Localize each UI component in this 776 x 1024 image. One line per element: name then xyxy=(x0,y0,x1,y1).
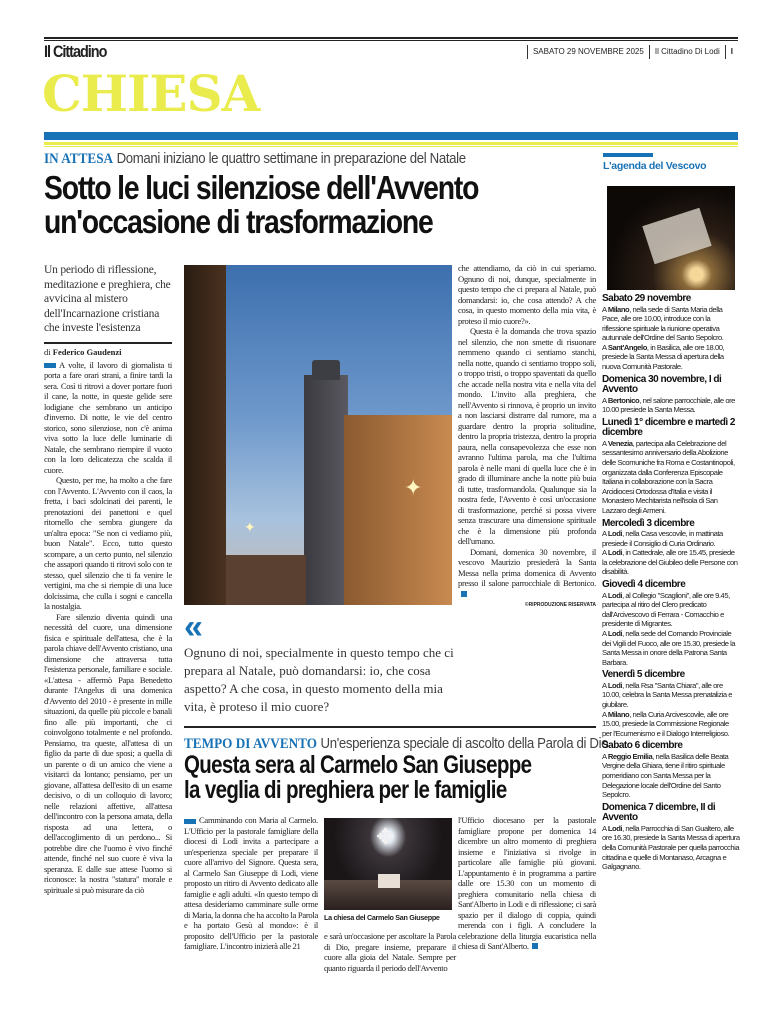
agenda-text: , nella sede del Comando Provinciale dei Vigili del Fuoco, alle ore 15.30, presiede la Santa Messa in onore della Patrona Santa Barbara. xyxy=(602,628,736,667)
paragraph: Fare silenzio diventa quindi una necessità del cuore, una dimensione fisica e spirituale dell'attesa, che è la parola chiave dell'Avvento cristiano, una dimensione che attraversa tutta l'esistenza personale, familiare e sociale. «L'attesa - affermò Papa Benedetto durante l'Angelus di una domenica d'Avvento del 2010 - è presente in mille situazioni, da quelle più piccole e banali fino alle più importanti, che ci coinvolgono totalmente e nel profondo. Pensiamo, tra queste, all'attesa di un figlio da parte di due sposi; a quella di un parente o di un amico che viene a visitarci da lontano; pensiamo, per un giovane, all'attesa dell'esito di un esame decisivo, o di un colloquio di lavoro; nelle relazioni affettive, all'attesa dell'incontro con la persona amata, della risposta ad una lettera, o dell'accoglimento di un perdono... Si potrebbe dire che l'uomo è vivo finché attende, finché nel suo cuore è viva la speranza. E dalle sue attese l'uomo si riconosce: la nostra "statura" morale e spirituale si può misurare da ciò xyxy=(44,611,172,895)
agenda-text: , al Collegio "Scaglioni", alle ore 9.45, partecipa al ritiro del Clero predicato dall'Arcivescovo di Ferrara - Comacchio e presidente di Migrantes. xyxy=(602,590,730,629)
agenda-date: Domenica 30 novembre, I di Avvento xyxy=(602,373,722,396)
agenda-date: Venerdì 5 dicembre xyxy=(602,669,685,681)
agenda-place: Venezia xyxy=(607,438,633,448)
agenda-place: Lodi xyxy=(607,680,623,690)
photo-caption: La chiesa del Carmelo San Giuseppe xyxy=(324,913,440,922)
copyright-notice: ©RIPRODUZIONE RISERVATA xyxy=(524,602,596,608)
agenda-item: A Lodi, nella Casa vescovile, in mattinata presiede il Consiglio di Curia Ordinario. xyxy=(602,529,723,548)
cross-icon: ✥ xyxy=(376,824,395,849)
second-headline-line-2: la veglia di preghiera per le famiglie xyxy=(184,776,507,804)
agenda-text: , partecipa alla Celebrazione del sessantesimo anniversario della Abolizione delle Scomuniche fra Roma e Costantinopoli, organizzata dalla Conferenza Episcopale Italiana in collaborazione con la Sacra Arcidiocesi Ortodossa d'Italia e visita il Monastero Mechitarista nell'isola di San Lazzaro degli Armeni. xyxy=(602,438,735,515)
paragraph-marker xyxy=(184,819,196,824)
second-article-column-2 xyxy=(324,931,456,973)
agenda-place: Lodi xyxy=(607,628,623,638)
agenda-date: Sabato 6 dicembre xyxy=(602,740,683,752)
agenda-date: Domenica 7 dicembre, II di Avvento xyxy=(602,801,716,824)
lead-summary: Un periodo di riflessione, meditazione e preghiera, che avvicina al mistero dell'Incarnazione cristiana che investe l'esistenza xyxy=(44,264,171,334)
byline xyxy=(44,347,174,357)
agenda-tab-bar xyxy=(603,153,653,157)
kicker-label: IN ATTESA xyxy=(44,151,114,167)
agenda-item: A Milano, nella sede di Santa Maria della Pace, alle ore 10.00, introduce con la riflessione spirituale la riunione operativa autunnale dell'Ordine del Santo Sepolcro. xyxy=(602,304,724,343)
paragraph: e sarà un'occasione per ascoltare la Parola di Dio, pregare insieme, preparare il cuore alla gioia del Natale. Sempre per quanto riguarda il periodo dell'Avvento xyxy=(324,931,456,973)
agenda-date: Lunedì 1° dicembre e martedì 2 dicembre xyxy=(602,416,735,439)
byline-prefix: di xyxy=(44,346,51,357)
agenda-place: Bertonico xyxy=(607,395,640,405)
pull-quote-text: Ognuno di noi, specialmente in questo tempo che ci prepara al Natale, può domandarsi: io, che cosa aspetto? A che cosa, in questo momento della mia vita, è proteso il mio cuore? xyxy=(184,645,454,714)
agenda-item: A Lodi, nella sede del Comando Provinciale dei Vigili del Fuoco, alle ore 15.30, presiede la Santa Messa in onore della Patrona Santa Barbara. xyxy=(602,628,736,667)
paragraph-marker xyxy=(44,363,56,368)
section-title: CHIESA xyxy=(42,64,260,123)
second-headline-line-1: Questa sera al Carmelo San Giuseppe xyxy=(184,751,532,779)
agenda-place: Lodi xyxy=(607,823,623,833)
kicker-text: Domani iniziano le quattro settimane in preparazione del Natale xyxy=(116,150,466,167)
agenda-text: , nella Rsa "Santa Chiara", alle ore 10.00, celebra la Santa Messa prenatalizia e giubilare. xyxy=(602,680,733,709)
agenda-item: A Sant'Angelo, in Basilica, alle ore 18.00, presiede la Santa Messa di apertura della nuova Comunità Pastorale. xyxy=(602,342,725,372)
paragraph: Questo, per me, ha molto a che fare con l'Avvento. L'Avvento con il caos, la fretta, i baci sdolcinati dei parenti, le prenotazioni dei panettoni e quel ritornello che sembra giungere da un'altra epoca: "Se non ci vediamo più, buon Natale". Ecco, tutto questo scompare, a un certo punto, nel silenzio che assapori quando ti ritrovi solo con te stesso, quel silenzio che ti fa venire le vertigini, ma che si riempie di una luce dolcissima, che culla i sogni e cancella la nostalgia. xyxy=(44,475,172,611)
dateline xyxy=(527,45,738,59)
page-number: I xyxy=(725,45,738,59)
agenda-item: A Reggio Emilia, nella Basilica delle Beata Vergine della Ghiara, tiene il ritiro spirituale pomeridiano con Santa Messa per la Delegazione locale dell'Ordine del Santo Sepolcro. xyxy=(602,751,729,800)
paragraph: che attendiamo, da ciò in cui speriamo. Ognuno di noi, dunque, specialmente in questo tempo che ci prepara al Natale, può domandarsi: io, che cosa attendo? A che cosa, in questo momento della mia vita, è proteso il mio cuore?». xyxy=(458,263,596,326)
agenda-place: Sant'Angelo xyxy=(607,342,647,352)
agenda-item: A Venezia, partecipa alla Celebrazione del sessantesimo anniversario della Abolizione delle Scomuniche fra Roma e Costantinopoli, organizzata dalla Conferenza Episcopale Italiana in collaborazione con la Sacra Arcidiocesi Ortodossa d'Italia e visita il Monastero Mechitarista nell'isola di San Lazzaro degli Armeni. xyxy=(602,438,735,515)
pull-quote xyxy=(184,608,454,716)
agenda-item: A Lodi, nella Parrocchia di San Gualtero, alle ore 16.30, presiede la Santa Messa di apertura della Comunità Pastorale per quella parrocchia cittadina e quelle di Montanaso, Arcagna e Galgagnano. xyxy=(602,823,740,872)
byline-author: Federico Gaudenzi xyxy=(52,346,122,357)
agenda-item: A Milano, nella Curia Arcivescovile, alle ore 15.00, presiede la Commissione Regionale per l'Ecumenismo e il Dialogo Interreligioso. xyxy=(602,709,730,738)
agenda-text: , nel salone parrocchiale, alle ore 10.00 presiede la Santa Messa. xyxy=(602,395,735,415)
main-headline-line-2: un'occasione di trasformazione xyxy=(44,203,433,240)
main-photo-street-bell-tower xyxy=(184,265,452,605)
second-article-column-3 xyxy=(458,815,596,952)
paragraph: Domani, domenica 30 novembre, il vescovo Maurizio presiederà la Santa Messa nella prima domenica di Avvento presso il salone parrocchiale di Bertonico. xyxy=(458,546,596,588)
agenda-date: Mercoledì 3 dicembre xyxy=(602,517,695,529)
agenda-date: Giovedì 4 dicembre xyxy=(602,579,686,591)
main-kicker xyxy=(44,150,466,168)
main-article-column-1 xyxy=(44,360,172,896)
end-marker xyxy=(532,943,538,949)
section-yellow-bar xyxy=(44,142,738,145)
paragraph: l'Ufficio diocesano per la pastorale famigliare propone per domenica 14 dicembre un altro momento di preghiera insieme e l'iniziativa si rivolge in particolare alle famiglie più giovani. L'appuntamento è in programma a partire dalle ore 15.30 con un momento di preghiera comunitario nella chiesa di Sant'Alberto in Lodi e di riflessione; ci sarà spazio per il dialogo di coppia, quindi merenda con i figli. A concludere la celebrazione della liturgia eucaristica nella chiesa di Sant'Alberto. xyxy=(458,815,596,951)
section-blue-bar xyxy=(44,132,738,140)
agenda-text: , nella Parrocchia di San Gualtero, alle ore 16.30, presiede la Santa Messa di apertura della Comunità Pastorale per quella parrocchia cittadina e quelle di Montanaso, Arcagna e Galgagnano. xyxy=(602,823,740,872)
agenda-date: Sabato 29 novembre xyxy=(602,293,691,304)
second-article-column-1 xyxy=(184,815,318,952)
issue-date: SABATO 29 NOVEMBRE 2025 xyxy=(527,45,649,59)
agenda-place: Reggio Emilia xyxy=(607,751,653,761)
agenda-item: A Lodi, nella Rsa "Santa Chiara", alle ore 10.00, celebra la Santa Messa prenatalizia e giubilare. xyxy=(602,680,733,709)
quote-mark-icon: « xyxy=(184,608,197,646)
agenda-text: , nella sede di Santa Maria della Pace, alle ore 10.00, introduce con la riflessione spirituale la riunione operativa autunnale dell'Ordine del Santo Sepolcro. xyxy=(602,304,724,343)
kicker-label: TEMPO DI AVVENTO xyxy=(184,736,318,752)
agenda-photo-candle xyxy=(607,186,735,290)
agenda-item: A Bertonico, nel salone parrocchiale, alle ore 10.00 presiede la Santa Messa. xyxy=(602,395,735,415)
top-rule xyxy=(44,37,738,41)
end-marker xyxy=(461,591,467,597)
agenda-list xyxy=(602,294,740,872)
agenda-place: Lodi xyxy=(607,548,623,558)
paragraph: Questa è la domanda che trova spazio nel silenzio, che non smette di risuonare nemmeno quando ci sentiamo stanchi, nella notte, quando ci sentiamo troppo soli, o troppo tristi, o troppo spaventati da quello che accade nella nostra vita e nella vita del mondo. L'invito alla preghiera, che nell'Avvento si rinnova, è proprio un invito a non lasciarsi distrarre dal rumore, ma a guardare dentro la propria solitudine, dentro la propria tristezza, dentro la propria paura, nella consapevolezza che esse non avranno l'ultima parola, ma che l'ultima parola è nelle mani di quella luce che è in grado di illuminare anche la notte più buia di tutte, trasformandola. Qualunque sia la nostra fede, l'Avvento è così un'occasione di trasformazione, perché si possa vivere senza trascurare una dimensione spirituale che è la dimensione più profonda dell'umano. xyxy=(458,326,596,546)
kicker-text: Un'esperienza speciale di ascolto della Parola di Dio xyxy=(320,735,609,752)
paper-name: Il Cittadino Di Lodi xyxy=(649,45,725,59)
carmelo-church-photo xyxy=(324,818,452,910)
star-light-icon: ✦ xyxy=(244,521,256,536)
agenda-place: Milano xyxy=(607,304,630,314)
agenda-text: , in Basilica, alle ore 18.00, presiede la Santa Messa di apertura della nuova Comunità Pastorale. xyxy=(602,342,725,372)
agenda-text: , nella Basilica delle Beata Vergine della Ghiara, tiene il ritiro spirituale pomeridiano con Santa Messa per la Delegazione locale dell'Ordine del Santo Sepolcro. xyxy=(602,751,729,800)
paragraph: Camminando con Maria al Carmelo. L'Ufficio per la pastorale famigliare della diocesi di Lodi invita a partecipare a un'esperienza speciale per preparare il cuore all'arrivo del Signore. Questa sera, al Carmelo San Giuseppe di Lodi, viene proposto un ritiro di Avvento dedicato alle famiglie e agli adulti. «In questo tempo di attesa desideriamo camminare sulle orme di Maria, la donna che ha accolto la Parola e ha portato Gesù al mondo»: è il proposito dell'Ufficio per la pastorale famigliare. L'incontro inizierà alle 21 xyxy=(184,815,318,951)
agenda-text: , in Cattedrale, alle ore 15.45, presiede la celebrazione del Giubileo delle Persone con disabilità. xyxy=(602,548,738,577)
main-headline-line-1: Sotto le luci silenziose dell'Avvento xyxy=(44,169,479,206)
section-yellow-line xyxy=(44,146,738,147)
agenda-title: L'agenda del Vescovo xyxy=(603,160,707,172)
article-divider xyxy=(184,726,596,728)
agenda-item: A Lodi, al Collegio "Scaglioni", alle ore 9.45, partecipa al ritiro del Clero predicato dall'Arcivescovo di Ferrara - Comacchio e presidente di Migrantes. xyxy=(602,590,730,629)
lead-rule xyxy=(44,342,172,344)
agenda-place: Lodi xyxy=(607,529,623,539)
agenda-place: Milano xyxy=(607,709,630,719)
agenda-place: Lodi xyxy=(607,590,623,600)
newspaper-logo: Il Cittadino xyxy=(44,42,107,61)
agenda-text: , nella Casa vescovile, in mattinata presiede il Consiglio di Curia Ordinario. xyxy=(602,529,723,548)
star-light-icon: ✦ xyxy=(404,475,423,500)
main-article-column-3 xyxy=(458,263,596,609)
agenda-item: A Lodi, in Cattedrale, alle ore 15.45, presiede la celebrazione del Giubileo delle Persone con disabilità. xyxy=(602,548,738,577)
paragraph: A volte, il lavoro di giornalista ti porta a fare orari strani, a finire tardi la sera. Così ti ritrovi a dover portare fuori il cane, la notte, in queste gelide sere lodigiane che sembrano un anticipo d'inverno. Di notte, le vie del centro storico, sono silenziose, non c'è anima viva sotto la luce delle luminarie di Natale, che sembrano riempire il vuoto con la loro delicatezza che scalda il cuore. xyxy=(44,359,172,475)
left-column xyxy=(44,263,174,895)
agenda-text: , nella Curia Arcivescovile, alle ore 15.00, presiede la Commissione Regionale per l'Ecumenismo e il Dialogo Interreligioso. xyxy=(602,709,730,738)
